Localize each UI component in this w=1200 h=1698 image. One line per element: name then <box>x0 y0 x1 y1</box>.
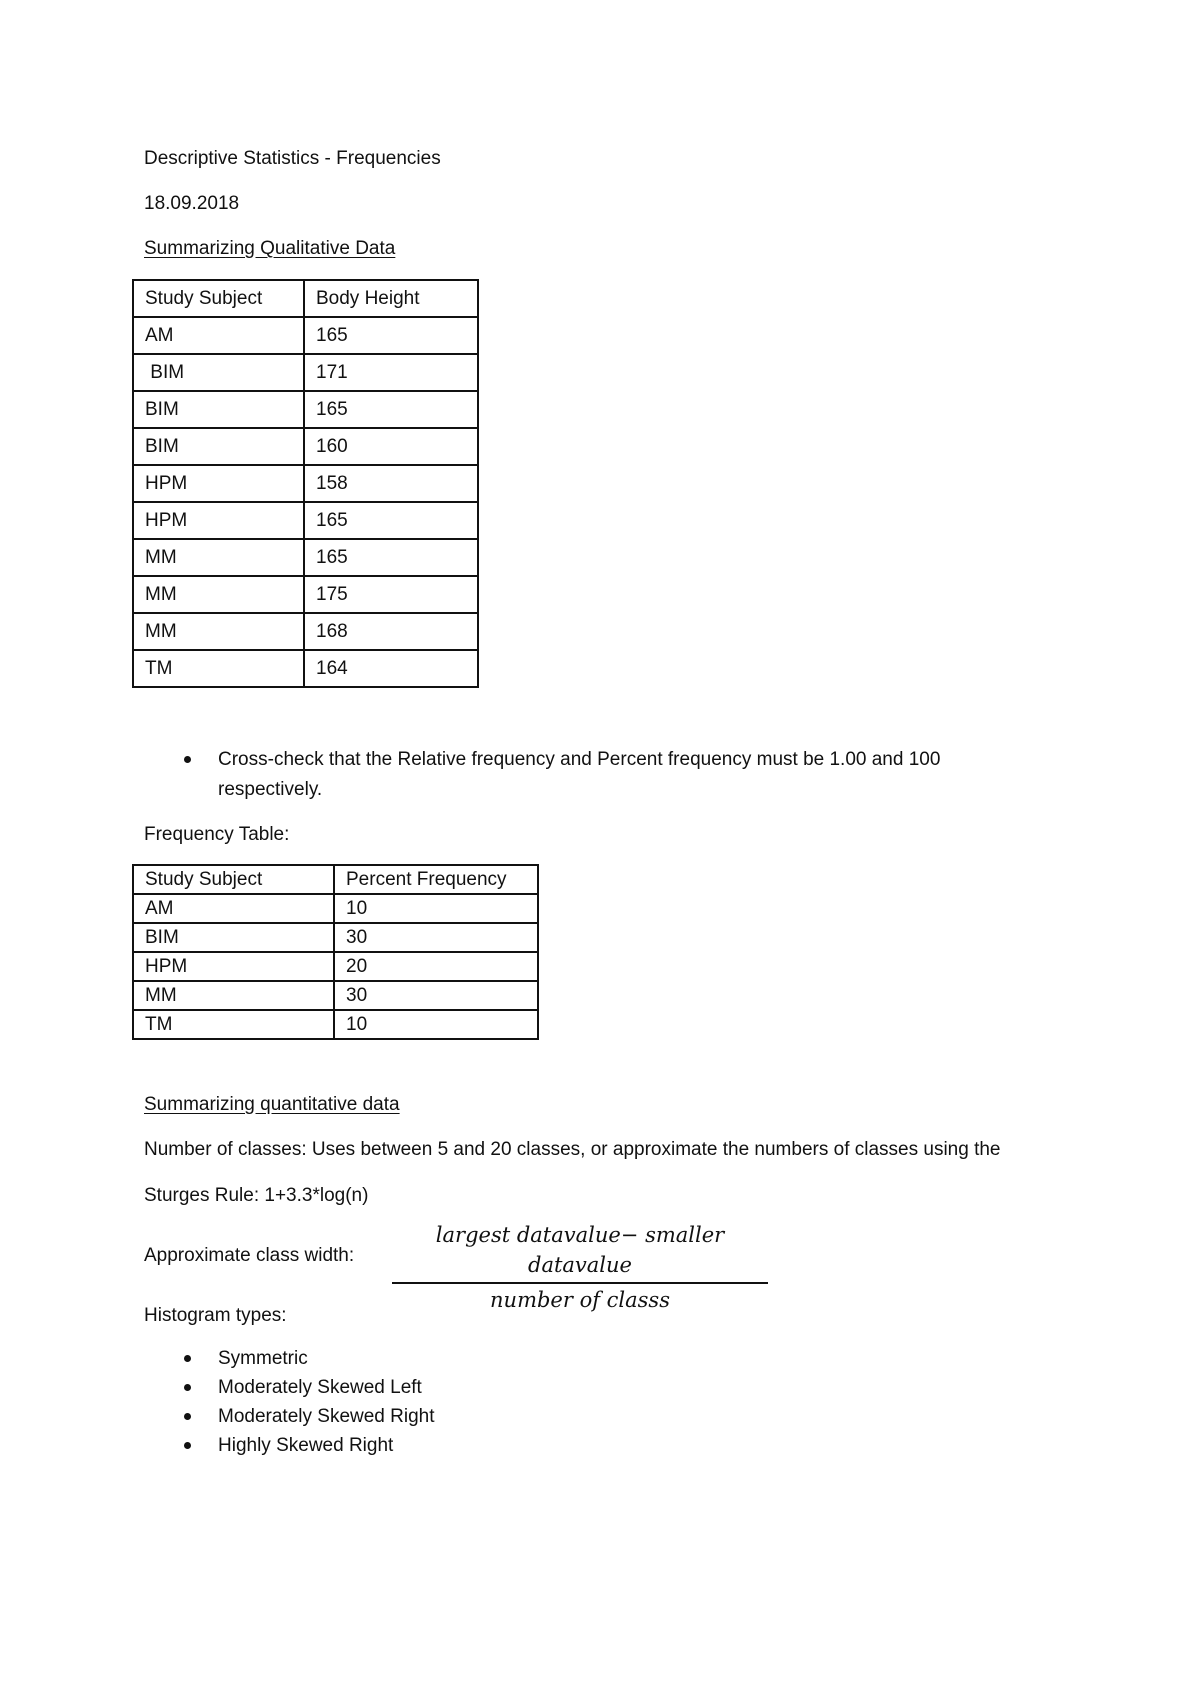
table-row <box>133 650 478 687</box>
class-width-formula <box>392 1220 768 1315</box>
table-row <box>133 1010 538 1039</box>
list-item <box>144 1431 435 1460</box>
histogram-type: Moderately Skewed Right <box>218 1406 435 1427</box>
table-cell: MM <box>133 576 304 613</box>
table-cell: HPM <box>133 465 304 502</box>
table-cell: 165 <box>304 502 478 539</box>
list-item <box>144 745 1044 805</box>
sturges-text: Sturges Rule: 1+3.3*log(n) <box>144 1185 369 1206</box>
table-row <box>133 539 478 576</box>
table-cell: 30 <box>334 981 538 1010</box>
table-row <box>133 894 538 923</box>
table-cell: AM <box>133 317 304 354</box>
bullet-icon <box>184 1355 191 1362</box>
crosscheck-text: Cross-check that the Relative frequency and Percent frequency must be 1.00 and 100 respectively. <box>218 749 941 800</box>
table-cell: MM <box>133 613 304 650</box>
table-row <box>133 317 478 354</box>
table-cell: HPM <box>133 952 334 981</box>
class-width-label: Approximate class width: <box>144 1245 355 1266</box>
classes-text: Number of classes: Uses between 5 and 20 classes, or approximate the numbers of classes using the <box>144 1139 1001 1160</box>
quantitative-heading: Summarizing quantitative data <box>144 1094 400 1115</box>
table-cell: MM <box>133 981 334 1010</box>
table-header-cell: Percent Frequency <box>334 865 538 894</box>
list-item <box>144 1344 435 1373</box>
table-cell: 10 <box>334 894 538 923</box>
table-cell: TM <box>133 650 304 687</box>
table-cell: 168 <box>304 613 478 650</box>
table-cell: 175 <box>304 576 478 613</box>
table-cell: 165 <box>304 391 478 428</box>
bullet-icon <box>184 756 191 763</box>
table-row <box>133 952 538 981</box>
list-item <box>144 1373 435 1402</box>
histogram-type: Symmetric <box>218 1348 308 1369</box>
bullet-icon <box>184 1442 191 1449</box>
crosscheck-list <box>144 745 1044 805</box>
table-cell: MM <box>133 539 304 576</box>
table-row <box>133 981 538 1010</box>
table-cell: 165 <box>304 539 478 576</box>
histogram-type: Moderately Skewed Left <box>218 1377 422 1398</box>
histogram-label: Histogram types: <box>144 1305 287 1326</box>
table-header-row <box>133 280 478 317</box>
table-row <box>133 465 478 502</box>
table-cell: TM <box>133 1010 334 1039</box>
table-row <box>133 354 478 391</box>
formula-numerator: largest datavalue− smaller datavalue <box>392 1220 768 1284</box>
table-cell: 30 <box>334 923 538 952</box>
table-cell: BIM <box>133 428 304 465</box>
histogram-types-list <box>144 1344 435 1460</box>
document-title: Descriptive Statistics - Frequencies <box>144 148 441 169</box>
table-cell: 160 <box>304 428 478 465</box>
table-header-cell: Study Subject <box>133 280 304 317</box>
table-cell: BIM <box>133 391 304 428</box>
histogram-type: Highly Skewed Right <box>218 1435 394 1456</box>
table-cell: 20 <box>334 952 538 981</box>
bullet-icon <box>184 1413 191 1420</box>
table-header-row <box>133 865 538 894</box>
list-item <box>144 1402 435 1431</box>
table-cell: 10 <box>334 1010 538 1039</box>
table-row <box>133 576 478 613</box>
formula-denominator: number of classs <box>490 1288 670 1312</box>
table-header-cell: Study Subject <box>133 865 334 894</box>
table-row <box>133 428 478 465</box>
table-header-cell: Body Height <box>304 280 478 317</box>
table-cell: 164 <box>304 650 478 687</box>
bullet-icon <box>184 1384 191 1391</box>
table-row <box>133 391 478 428</box>
table-cell: HPM <box>133 502 304 539</box>
document-date: 18.09.2018 <box>144 193 240 214</box>
table-cell: BIM <box>133 923 334 952</box>
table-cell: AM <box>133 894 334 923</box>
table-cell: 171 <box>304 354 478 391</box>
body-height-table <box>132 279 479 688</box>
table-row <box>133 923 538 952</box>
frequency-table <box>132 864 539 1040</box>
table-row <box>133 502 478 539</box>
table-cell: BIM <box>133 354 304 391</box>
table-row <box>133 613 478 650</box>
table-cell: 158 <box>304 465 478 502</box>
table-cell: 165 <box>304 317 478 354</box>
qualitative-heading: Summarizing Qualitative Data <box>144 238 396 259</box>
frequency-table-label: Frequency Table: <box>144 824 290 845</box>
